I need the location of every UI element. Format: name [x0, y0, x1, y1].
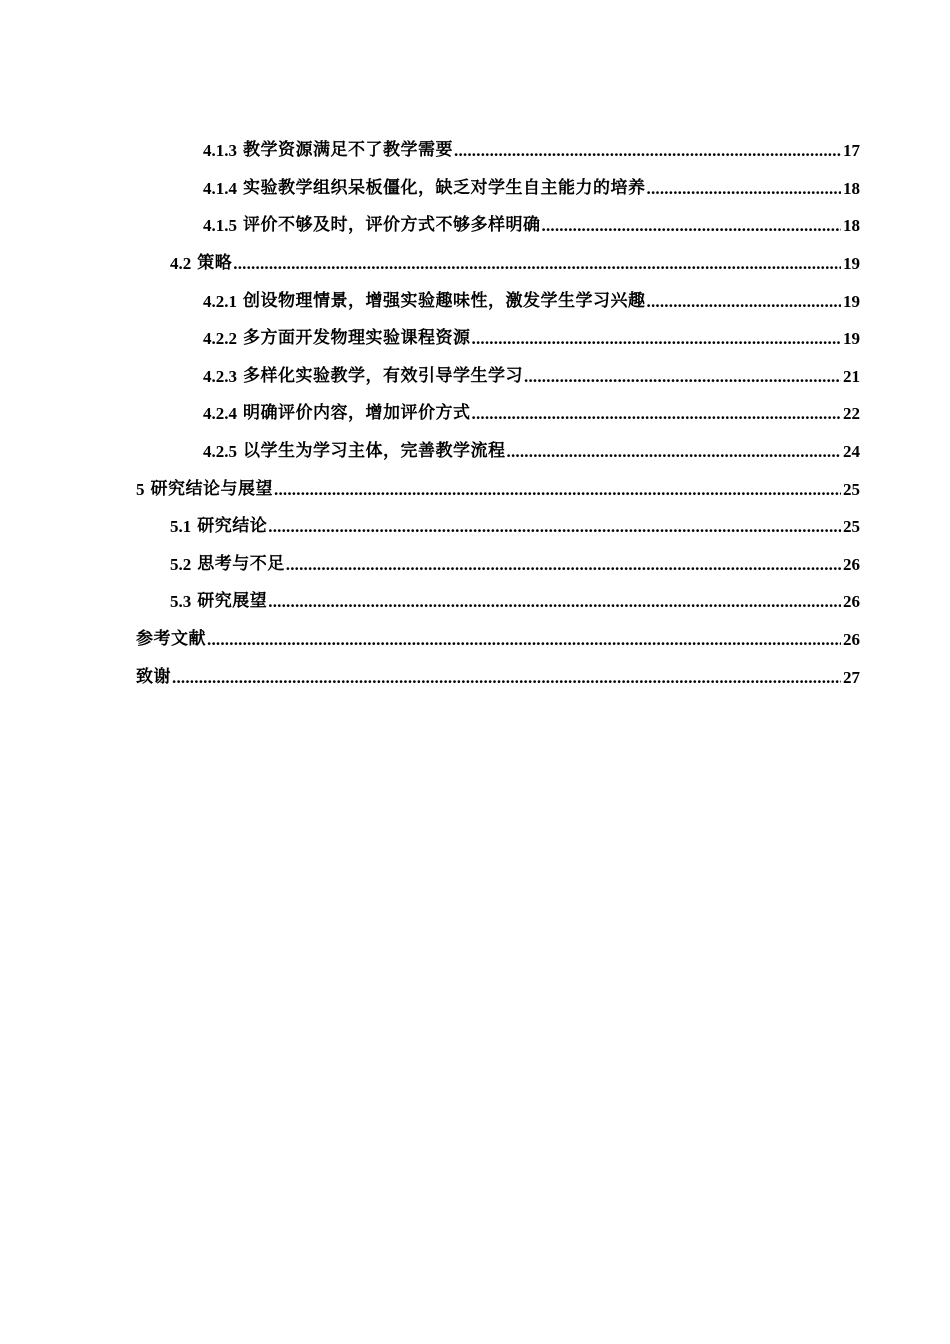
toc-entry-number: 5.1 [170, 517, 192, 537]
toc-entry-title: 策略 [197, 253, 233, 274]
toc-entry-4-2-5[interactable] [203, 433, 860, 471]
toc-entry-4-1-5[interactable] [203, 207, 860, 245]
toc-entry-page: 26 [843, 592, 860, 612]
toc-entry-5-3[interactable] [170, 583, 860, 621]
dot-leader [274, 481, 841, 498]
dot-leader [207, 631, 841, 648]
dot-leader [524, 368, 841, 385]
dot-leader [286, 556, 841, 573]
toc-entry-title: 明确评价内容，增加评价方式 [243, 403, 471, 424]
toc-entry-number: 5.3 [170, 592, 192, 612]
toc-entry-number: 5 [136, 479, 145, 499]
toc-entry-5-2[interactable] [170, 546, 860, 584]
toc-entry-number: 4.2.1 [203, 291, 237, 311]
toc-entry-page: 27 [843, 667, 860, 687]
dot-leader [233, 255, 841, 272]
dot-leader [268, 593, 841, 610]
toc-entry-4-2[interactable] [170, 245, 860, 283]
toc-entry-page: 26 [843, 630, 860, 650]
dot-leader [647, 180, 842, 197]
toc-entry-page: 19 [843, 291, 860, 311]
toc-entry-title: 思考与不足 [197, 553, 285, 574]
toc-entry-number: 4.1.3 [203, 141, 237, 161]
toc-entry-number: 4.2.3 [203, 366, 237, 386]
toc-entry-number: 4.1.5 [203, 216, 237, 236]
toc-entry-references[interactable] [136, 621, 860, 659]
toc-entry-title: 创设物理情景，增强实验趣味性，激发学生学习兴趣 [243, 290, 646, 311]
toc-entry-title: 多样化实验教学，有效引导学生学习 [243, 365, 523, 386]
toc-entry-4-2-1[interactable] [203, 282, 860, 320]
table-of-contents [0, 132, 950, 696]
toc-entry-page: 21 [843, 366, 860, 386]
toc-entry-page: 19 [843, 329, 860, 349]
toc-entry-4-2-4[interactable] [203, 395, 860, 433]
toc-entry-page: 25 [843, 517, 860, 537]
dot-leader [647, 293, 842, 310]
toc-entry-title: 参考文献 [136, 629, 206, 650]
toc-entry-4-1-3[interactable] [203, 132, 860, 170]
toc-entry-page: 17 [843, 141, 860, 161]
toc-entry-5-1[interactable] [170, 508, 860, 546]
toc-entry-page: 22 [843, 404, 860, 424]
toc-entry-4-2-2[interactable] [203, 320, 860, 358]
toc-entry-title: 教学资源满足不了教学需要 [243, 140, 453, 161]
toc-entry-title: 评价不够及时，评价方式不够多样明确 [243, 215, 541, 236]
dot-leader [172, 669, 841, 686]
dot-leader [542, 217, 842, 234]
toc-entry-4-2-3[interactable] [203, 358, 860, 396]
toc-entry-number: 4.2.4 [203, 404, 237, 424]
toc-entry-acknowledgements[interactable] [136, 658, 860, 696]
dot-leader [454, 142, 841, 159]
dot-leader [472, 330, 842, 347]
toc-entry-number: 4.2.5 [203, 442, 237, 462]
toc-entry-title: 实验教学组织呆板僵化，缺乏对学生自主能力的培养 [243, 177, 646, 198]
dot-leader [472, 405, 842, 422]
toc-entry-page: 19 [843, 254, 860, 274]
toc-entry-title: 多方面开发物理实验课程资源 [243, 328, 471, 349]
toc-entry-number: 4.1.4 [203, 178, 237, 198]
toc-entry-4-1-4[interactable] [203, 170, 860, 208]
toc-entry-title: 研究结论与展望 [150, 478, 273, 499]
toc-entry-title: 研究展望 [197, 591, 268, 612]
toc-entry-page: 26 [843, 554, 860, 574]
toc-entry-title: 研究结论 [197, 516, 268, 537]
toc-entry-5[interactable] [136, 470, 860, 508]
toc-entry-page: 18 [843, 216, 860, 236]
toc-entry-page: 25 [843, 479, 860, 499]
toc-entry-page: 24 [843, 442, 860, 462]
toc-entry-page: 18 [843, 178, 860, 198]
toc-entry-title: 以学生为学习主体，完善教学流程 [243, 441, 506, 462]
dot-leader [507, 443, 842, 460]
toc-entry-number: 4.2.2 [203, 329, 237, 349]
toc-entry-title: 致谢 [136, 666, 171, 687]
toc-entry-number: 5.2 [170, 554, 192, 574]
dot-leader [268, 518, 841, 535]
toc-entry-number: 4.2 [170, 254, 192, 274]
